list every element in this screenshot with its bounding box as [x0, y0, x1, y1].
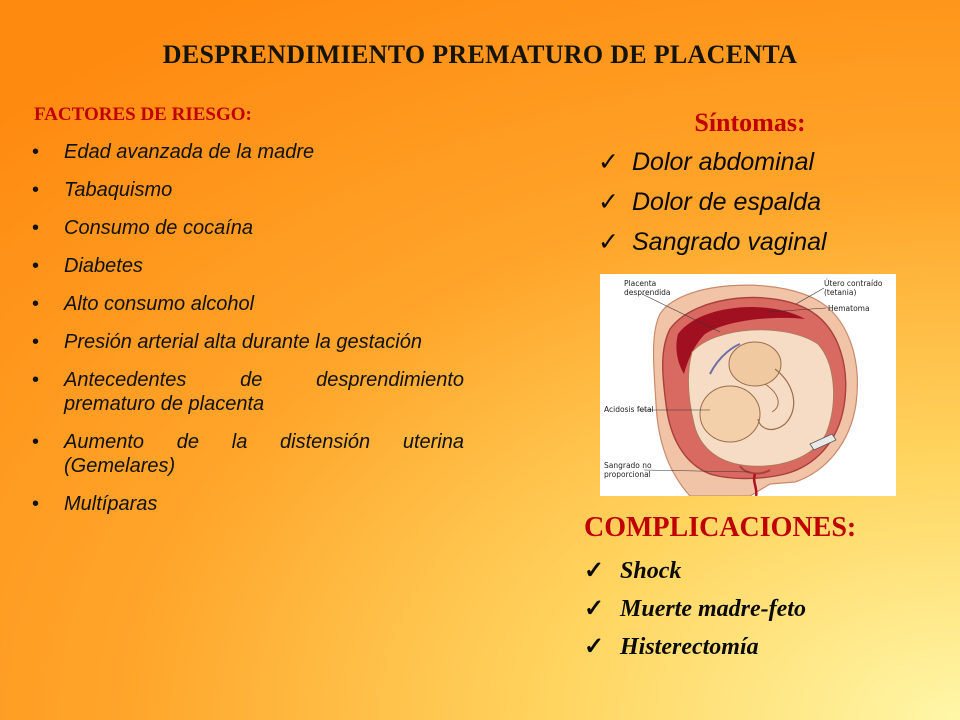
risk-factor-item: • Antecedentes de desprendimiento prematuro de placenta	[32, 369, 464, 415]
checkmark-icon: ✓	[584, 634, 605, 660]
checkmark-icon: ✓	[584, 558, 605, 584]
symptoms-list	[598, 142, 827, 262]
symptoms-heading: Síntomas:	[694, 108, 806, 137]
bullet-icon: •	[32, 141, 40, 163]
checkmark-icon: ✓	[584, 596, 605, 622]
label-placenta: Placenta	[624, 279, 657, 288]
bullet-icon: •	[32, 255, 40, 277]
risk-factors-list	[30, 140, 464, 530]
fetus-body	[729, 342, 781, 386]
label-acidosis: Acidosis fetal	[604, 405, 654, 414]
complication-item: ✓ Histerectomía	[584, 628, 806, 666]
risk-factor-item: • Multíparas	[32, 493, 158, 515]
bullet-icon: •	[32, 493, 40, 515]
fetus-head	[700, 386, 760, 442]
bullet-icon: •	[32, 217, 40, 239]
label-hematoma: Hematoma	[828, 304, 870, 313]
checkmark-icon: ✓	[598, 148, 619, 176]
symptom-item: ✓ Dolor de espalda	[598, 182, 827, 222]
complications-list	[584, 552, 806, 666]
risk-factor-item: • Tabaquismo	[32, 179, 173, 201]
symptom-item: ✓ Dolor abdominal	[598, 142, 827, 182]
risk-factors-heading: FACTORES DE RIESGO:	[34, 104, 252, 125]
bullet-icon: •	[32, 331, 40, 353]
slide-title: DESPRENDIMIENTO PREMATURO DE PLACENTA	[162, 40, 798, 69]
risk-factor-item: • Diabetes	[32, 255, 143, 277]
label-sangrado-2: proporcional	[604, 470, 651, 479]
label-sangrado: Sangrado no	[604, 461, 652, 470]
checkmark-icon: ✓	[598, 228, 619, 256]
checkmark-icon: ✓	[598, 188, 619, 216]
complication-item: ✓ Muerte madre-feto	[584, 590, 806, 628]
bullet-icon: •	[32, 369, 40, 391]
risk-factor-item: • Alto consumo alcohol	[32, 293, 255, 315]
label-utero-2: (tetania)	[824, 288, 857, 297]
bullet-icon: •	[32, 293, 40, 315]
bullet-icon: •	[32, 431, 40, 453]
complications-heading: COMPLICACIONES:	[584, 512, 857, 543]
risk-factor-item: • Presión arterial alta durante la gestación	[32, 331, 422, 353]
risk-factor-item: • Aumento de la distensión uterina (Gemelares)	[32, 431, 464, 477]
bullet-icon: •	[32, 179, 40, 201]
symptom-item: ✓ Sangrado vaginal	[598, 222, 827, 262]
uterus-diagram	[600, 274, 896, 496]
placental-abruption-illustration	[600, 274, 896, 496]
complication-item: ✓ Shock	[584, 552, 806, 590]
risk-factor-item: • Consumo de cocaína	[32, 217, 254, 239]
label-placenta-2: desprendida	[624, 288, 671, 297]
label-utero: Útero contraído	[824, 279, 883, 288]
risk-factor-item: • Edad avanzada de la madre	[32, 141, 315, 163]
